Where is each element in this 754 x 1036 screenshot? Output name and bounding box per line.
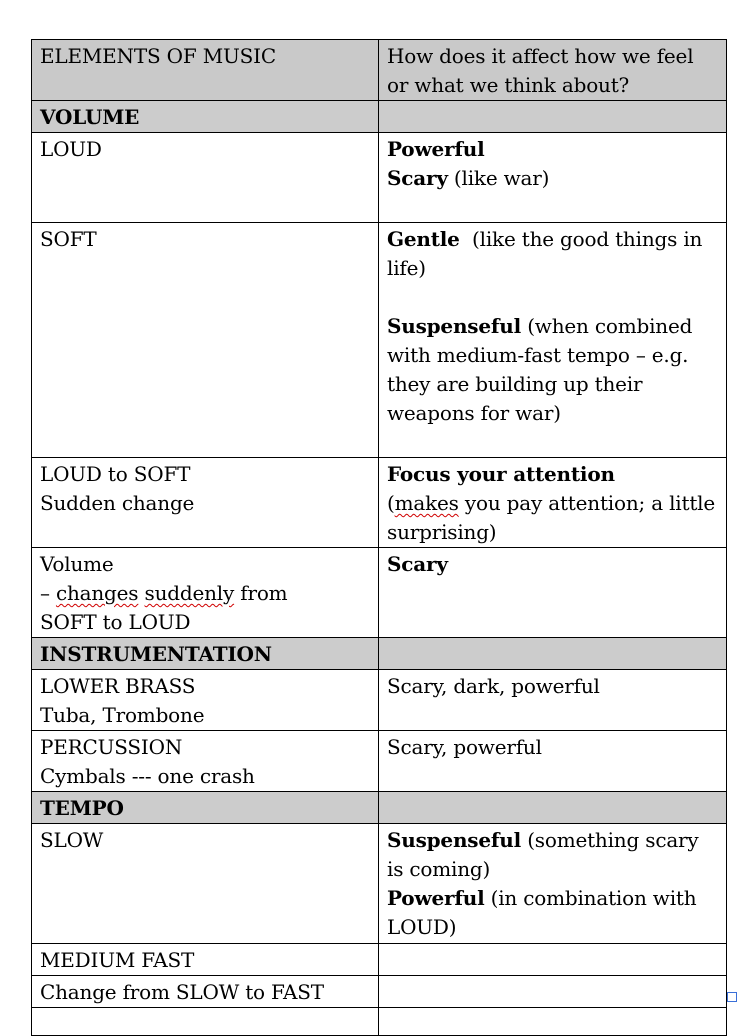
section-title[interactable]: INSTRUMENTATION bbox=[32, 638, 379, 670]
spellcheck-word[interactable]: makes bbox=[394, 491, 459, 515]
element-cell[interactable]: Change from SLOW to FAST bbox=[32, 976, 379, 1008]
effect-cell[interactable]: Scary bbox=[379, 548, 727, 638]
effect-paragraph: Suspenseful (something scary is coming) bbox=[387, 828, 699, 881]
effect-paragraph: Gentle (like the good things in life) bbox=[387, 227, 709, 280]
effect-cell[interactable]: Scary, dark, powerful bbox=[379, 670, 727, 731]
table-row-loud-to-soft bbox=[32, 458, 727, 548]
header-elements[interactable]: ELEMENTS OF MUSIC bbox=[32, 40, 379, 101]
section-title[interactable]: VOLUME bbox=[32, 101, 379, 133]
music-elements-table bbox=[31, 39, 727, 1036]
effect-cell[interactable]: Scary, powerful bbox=[379, 731, 727, 792]
spellcheck-word[interactable]: changes bbox=[55, 581, 139, 605]
element-line: Tuba, Trombone bbox=[40, 703, 205, 727]
element-line: LOUD to SOFT bbox=[40, 462, 191, 486]
element-line: Volume bbox=[40, 552, 114, 576]
effect-paragraph: Suspenseful (when combined with medium-fast tempo – e.g. they are building up their weapons for war) bbox=[387, 314, 693, 425]
element-line: SOFT to LOUD bbox=[40, 610, 191, 634]
element-cell[interactable] bbox=[32, 670, 379, 731]
effect-line: Powerful bbox=[387, 137, 485, 161]
table-row-slow bbox=[32, 824, 727, 944]
element-cell[interactable] bbox=[32, 548, 379, 638]
effect-cell[interactable] bbox=[379, 824, 727, 944]
effect-paragraph: Powerful (in combination with LOUD) bbox=[387, 886, 697, 939]
effect-cell[interactable] bbox=[379, 223, 727, 458]
element-cell[interactable] bbox=[32, 458, 379, 548]
table-row-soft bbox=[32, 223, 727, 458]
table-row-slow-to-fast bbox=[32, 976, 727, 1008]
effect-note: (makes you pay attention; a little surprising) bbox=[387, 491, 715, 544]
section-volume bbox=[32, 101, 727, 133]
section-empty-cell[interactable] bbox=[379, 792, 727, 824]
element-line: Cymbals --- one crash bbox=[40, 764, 255, 788]
table-header-row bbox=[32, 40, 727, 101]
element-line: PERCUSSION bbox=[40, 735, 183, 759]
table-row-medium-fast bbox=[32, 944, 727, 976]
element-line: Sudden change bbox=[40, 491, 195, 515]
section-empty-cell[interactable] bbox=[379, 638, 727, 670]
element-cell[interactable]: MEDIUM FAST bbox=[32, 944, 379, 976]
effect-line: Scary (like war) bbox=[387, 166, 550, 190]
element-cell[interactable]: SLOW bbox=[32, 824, 379, 944]
table-resize-handle[interactable] bbox=[727, 992, 737, 1002]
effect-cell[interactable] bbox=[379, 1008, 727, 1036]
section-instrumentation bbox=[32, 638, 727, 670]
element-cell[interactable]: LOUD bbox=[32, 133, 379, 223]
table-row-empty bbox=[32, 1008, 727, 1036]
element-line: – changes suddenly from bbox=[40, 581, 288, 605]
element-cell[interactable]: SOFT bbox=[32, 223, 379, 458]
effect-cell[interactable] bbox=[379, 944, 727, 976]
effect-cell[interactable] bbox=[379, 133, 727, 223]
table-row-loud bbox=[32, 133, 727, 223]
section-tempo bbox=[32, 792, 727, 824]
table-row-volume-change bbox=[32, 548, 727, 638]
section-title[interactable]: TEMPO bbox=[32, 792, 379, 824]
element-line: LOWER BRASS bbox=[40, 674, 196, 698]
element-cell[interactable] bbox=[32, 1008, 379, 1036]
effect-cell[interactable] bbox=[379, 976, 727, 1008]
effect-cell[interactable] bbox=[379, 458, 727, 548]
section-empty-cell[interactable] bbox=[379, 101, 727, 133]
effect-line: Focus your attention bbox=[387, 462, 615, 486]
table-row-percussion bbox=[32, 731, 727, 792]
header-effect[interactable]: How does it affect how we feel or what we think about? bbox=[379, 40, 727, 101]
spellcheck-word[interactable]: suddenly bbox=[144, 581, 235, 605]
paragraph-gap bbox=[387, 283, 719, 312]
element-cell[interactable] bbox=[32, 731, 379, 792]
table-row-lower-brass bbox=[32, 670, 727, 731]
